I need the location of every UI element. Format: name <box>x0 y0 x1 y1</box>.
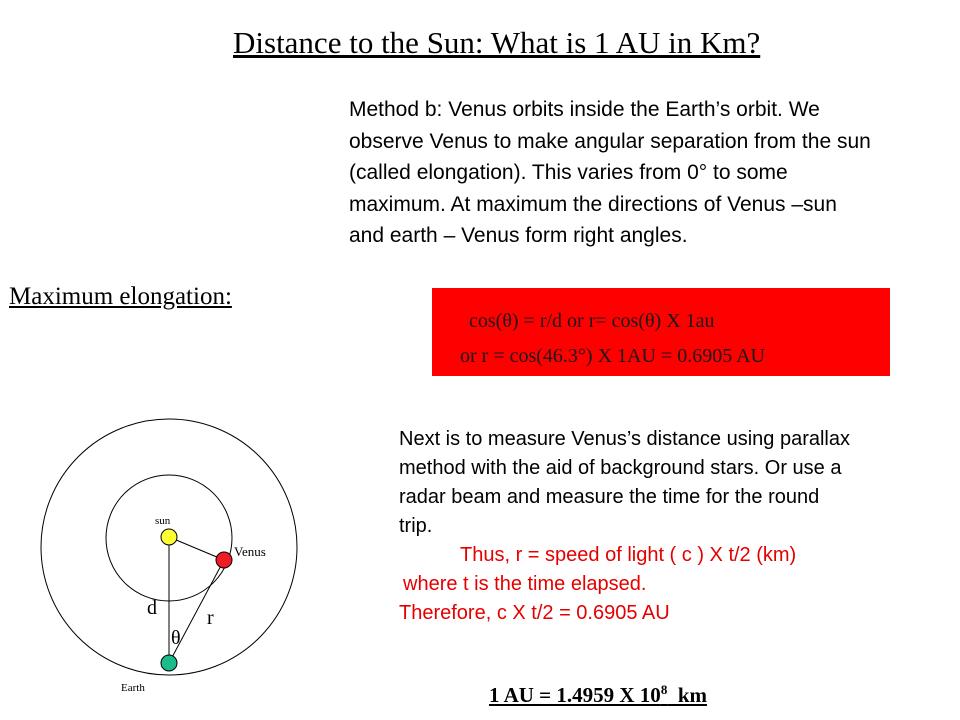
method-line: maximum. At maximum the directions of Venus –sun <box>349 192 837 216</box>
r-label: r <box>207 607 214 629</box>
therefore-line: Therefore, c X t/2 = 0.6905 AU <box>399 602 670 624</box>
maximum-elongation-heading: Maximum elongation: <box>9 283 232 310</box>
next-paragraph <box>399 425 957 628</box>
orbit-diagram <box>0 400 310 700</box>
next-line: method with the aid of background stars. Or use a <box>399 457 842 479</box>
formula-line-1: cos(θ) = r/d or r= cos(θ) X 1au <box>469 310 715 332</box>
formula-box <box>432 288 890 376</box>
next-line: radar beam and measure the time for the round <box>399 486 820 508</box>
line-sun-venus <box>169 537 224 560</box>
method-line: (called elongation). This varies from 0° to some <box>349 161 788 184</box>
speed-of-light-line: Thus, r = speed of light ( c ) X t/2 (km) <box>460 544 797 566</box>
time-elapsed-line: where t is the time elapsed. <box>403 573 647 595</box>
venus-label: Venus <box>234 544 266 559</box>
theta-label: θ <box>171 627 181 649</box>
method-line: observe Venus to make angular separation from the sun <box>349 129 871 153</box>
method-line: and earth – Venus form right angles. <box>349 224 688 247</box>
d-label: d <box>147 597 157 619</box>
au-answer <box>489 682 707 708</box>
earth-label: Earth <box>121 682 145 694</box>
answer-prefix: 1 AU = 1.4959 X 10 <box>489 683 661 707</box>
answer-suffix: km <box>667 683 707 707</box>
venus-dot <box>216 552 232 568</box>
answer-exponent: 8 <box>660 682 668 697</box>
formula-line-2: or r = cos(46.3°) X 1AU = 0.6905 AU <box>460 345 765 367</box>
next-line: Next is to measure Venus’s distance using parallax <box>399 428 850 450</box>
sun-dot <box>161 529 177 545</box>
method-line: Method b: Venus orbits inside the Earth’s orbit. We <box>349 98 820 121</box>
method-b-paragraph <box>349 94 949 252</box>
sun-label: sun <box>155 515 171 527</box>
slide-title: Distance to the Sun: What is 1 AU in Km? <box>233 25 761 60</box>
earth-dot <box>161 655 177 671</box>
next-line: trip. <box>399 515 433 537</box>
